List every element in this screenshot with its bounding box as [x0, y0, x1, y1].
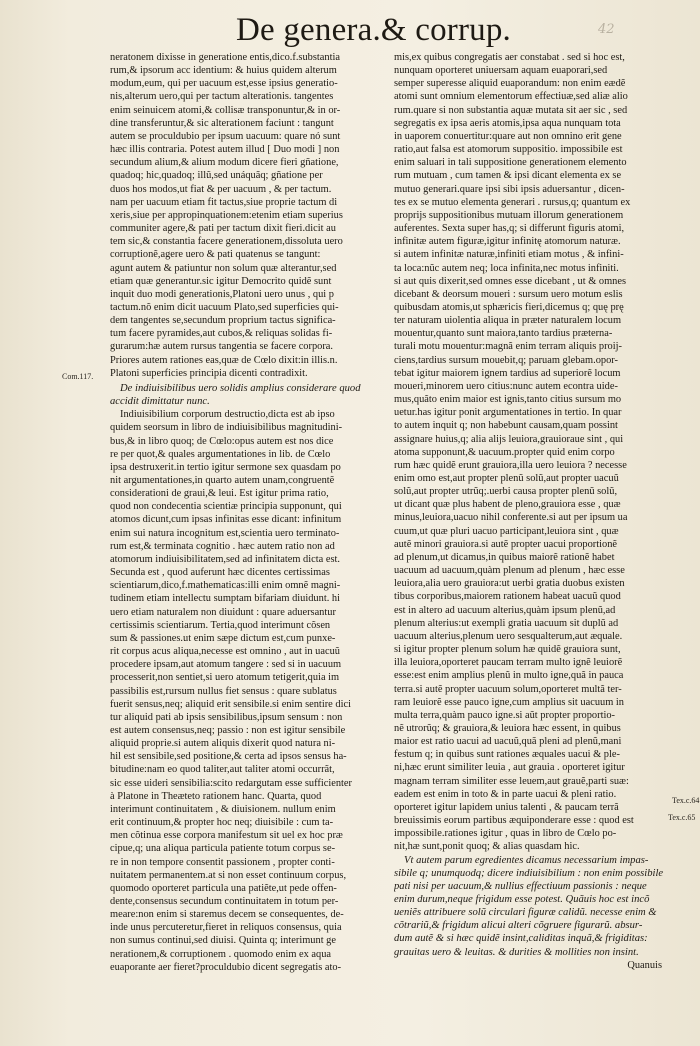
- text-line: multa terra,quàm pauco igne.si aũt propter proportio-: [394, 709, 616, 721]
- text-line: illa leuiora,oporteret paucam terram multo ignẽ leuiorẽ: [394, 657, 623, 669]
- italic-line: Vt autem parum egredientes dicamus necessarium impas-: [404, 854, 649, 866]
- italic-line: sibile q; unumquodq; dicere indiuisibilium : non enim possibile: [394, 867, 664, 879]
- text-line: mis,ex quibus congregatis aer constabat . sed si hoc est,: [394, 52, 625, 63]
- text-line: rum mutuam , cum tamen & ipsi dicant elementa ex se: [394, 170, 622, 182]
- text-line: plenum alterius:ut exempli gratia uacuum sit duplũ ad: [394, 617, 619, 629]
- text-line: mus,quãto enim maior est ignis,tanto citius sursum mo: [394, 394, 622, 406]
- text-line: interimunt continuitatem , & diuisionem. nullum enim: [110, 803, 336, 815]
- text-line: ciens,tardius sursum mouebit,q; paruam glebam.opor-: [394, 354, 619, 366]
- left-paragraph-2: [110, 408, 390, 974]
- text-line: segregatis ex ipsa aeris atomis,ipsa aqua nunquam tota: [394, 117, 621, 129]
- text-line: procedere ipsam,aut atomum tangere : sed si in uacuum: [110, 659, 342, 671]
- text-line: dem tangentes se,secundum proprium tactus significa-: [110, 315, 336, 327]
- text-line: eadem est enim in toto & in parte uacui & pleni ratio.: [394, 788, 617, 800]
- text-line: Priores autem rationes eas,quæ de Cœlo dixit:in illis.n.: [110, 354, 338, 366]
- text-line: secundum alium,& alium modum dicere fieri gñatione,: [110, 157, 339, 169]
- text-line: assignare huius,q; alia alijs leuiora,grauioraue sint , qui: [394, 433, 624, 445]
- text-line: auferentes. Sexta super has,q; si differunt figuris atomi,: [394, 223, 625, 235]
- text-line: non sumus continui,sed diuisi. Quinta q; interimunt ge: [110, 935, 336, 947]
- text-line: si igitur propter plenum solum hæ quidẽ grauiora sunt,: [394, 644, 621, 656]
- margin-note-commentary: Com.117.: [62, 372, 94, 381]
- text-line: ad plenum,ut dicamus,in quibus maiorẽ rationẽ habet: [394, 551, 615, 563]
- right-paragraph-1: [394, 51, 668, 854]
- text-line: scientiarum,dico,f.mathematicas:illi enim omnẽ magni-: [110, 580, 341, 592]
- text-line: esse:est enim amplius plenũ in multo igne,quã in pauca: [394, 670, 624, 682]
- text-line: men cõtinua esse corpora manifestum sit uel ex hoc præ: [110, 830, 343, 842]
- text-line: ipsa destruxerit.in tertio igitur sermone sex quasdam po: [110, 461, 341, 473]
- text-line: tur aliquid pati ab ipsis sensibilibus,ipsum sensum : non: [110, 711, 343, 723]
- text-line: uacuum ad uacuum,quàm plenum ad plenum , hæc esse: [394, 565, 625, 577]
- text-line: festum q; in quibus sunt rationes æquales uacui & ple-: [394, 749, 620, 761]
- text-line: maior est ratio uacui ad uacuũ,quã pleni ad plenũ,mani: [394, 736, 622, 748]
- text-line: ram leuiorẽ esse pauco igne,cum amplius sit uacuum in: [394, 696, 624, 708]
- text-line: ta loca:nũc autem neq; loca infinita,nec motus infiniti.: [394, 262, 619, 274]
- text-line: quomodo oporteret particula una patiẽte,ut pede offen-: [110, 882, 337, 894]
- text-line: ratio,aut falsa est atomorum suppositio. impossibile est: [394, 144, 623, 156]
- text-line: mouentur,quanto sunt maiora,tanto tardius præterna-: [394, 328, 613, 340]
- text-line: erit continuum,& propter hoc neq; diuisibile : cum ta-: [110, 817, 334, 829]
- text-line: nerationem,& corruptionem . quomodo enim ex aqua: [110, 948, 332, 960]
- right-text-column: [394, 51, 668, 972]
- text-line: duos hos modos,ut fiat & per uacuum , & per tactum.: [110, 183, 332, 195]
- text-line: certissimis scientiarum. Tertia,quod interimunt cõsen: [110, 619, 331, 631]
- text-line: enim omo est,aut propter plenũ solũ,aut propter uacuũ: [394, 473, 619, 484]
- italic-line: ueniẽs attribuere solũ circulari figuræ calidũ. necesse enim &: [394, 907, 657, 919]
- text-line: enim saluari in tali suppositione generationem elemento: [394, 157, 627, 169]
- italic-line: dum autẽ & si hæc quidẽ insint,caliditas inquã,& frigiditas:: [394, 933, 648, 945]
- page-number: 42: [598, 22, 615, 37]
- text-line: atoma supponunt,& uacuum.propter quid enim corpo: [394, 446, 615, 458]
- text-line: hæc illis contraria. Potest autem illud [ Duo modi ] non: [110, 144, 340, 156]
- text-line: corruptionẽ,agere uero & pati quatenus se tangunt:: [110, 249, 321, 261]
- text-line: autẽ minori grauiora.si autẽ propter uacui proportionẽ: [394, 538, 618, 550]
- text-line: processerit,non sentiet,si uero atomum tetigerit,quia im: [110, 672, 340, 684]
- text-line: Secunda est , quod auferunt hæc dicentes certissimas: [110, 567, 330, 579]
- text-line: rum.quare si non substantia aquæ mutata sit aer sic , sed: [394, 104, 628, 116]
- text-line: to autem inquit q; non habebunt causam,quam possint: [394, 420, 618, 432]
- text-line: Indiuisibilium corporum destructio,dicta est ab ipso: [120, 409, 335, 421]
- text-line: etiam quæ generantur.sic igitur Democrito quidẽ sunt: [110, 275, 332, 287]
- text-line: tudinem etiam intellectu sumptam bifariam diuidunt. hi: [110, 593, 340, 605]
- text-line: communiter agere,& pati per tactum dixit fieri.dicit au: [110, 223, 336, 235]
- text-line: cuum,ut quæ pluri uacuo participant,leuiora sint , quæ: [394, 525, 619, 537]
- text-line: est autem consensus,neq; passio : non est igitur sensibile: [110, 724, 346, 736]
- text-line: aliquid proprie.si autem aliquis dixerit quod natura ni-: [110, 738, 336, 750]
- margin-note-text-65: Tex.c.65: [668, 813, 696, 822]
- margin-note-text-64: Tex.c.64: [672, 796, 700, 805]
- text-line: Platoni superficies principia dicenti contradixit.: [110, 367, 308, 379]
- page-title: De genera.& corrup.: [236, 12, 512, 48]
- text-line: xeris,siue per appropinquationem:etenim etiam superius: [110, 209, 343, 221]
- text-line: rum est,& terminata cognitio . hæc autem ratio non ad: [110, 540, 335, 552]
- text-line: quod non condecentia scientiæ principia supponunt, qui: [110, 501, 342, 513]
- text-line: in uaporem conuertitur:quare aut non omnino erit gene: [394, 130, 622, 142]
- text-line: terra.si autẽ propter uacuum solum,oporteret multã ter-: [394, 683, 622, 695]
- text-line: mutuo generari.quare ipsi sibi ipsis aduersantur , dicen-: [394, 183, 625, 195]
- heading-line: accidit dimittatur nunc.: [110, 396, 210, 408]
- text-line: inde unus percuteretur,fieret in reliquos consensus, quia: [110, 922, 342, 934]
- text-line: ut dicant quæ plus habent de pleno,grauiora esse , quæ: [394, 499, 621, 511]
- text-line: moueri,minorem uero citius:nunc autem econtra uide-: [394, 380, 618, 392]
- text-line: quidem seorsum in libro de indiuisibilibus magnitudini-: [110, 422, 343, 434]
- text-line: dente,consensus secundum continuitatem in totum per-: [110, 896, 339, 907]
- text-line: tes ex se mutuo elementa generari . rursus,q; quantum ex: [394, 196, 631, 208]
- text-line: tibus corporibus,maiorem rationem habeat uacuũ quod: [394, 591, 621, 603]
- text-line: quadoq; hic,quadoq; illũ,sed unáquãq; gñatione per: [110, 170, 323, 182]
- text-line: re per quot,& quales argumentationes in lib. de Cœlo: [110, 448, 331, 460]
- text-line: dicebant & deorsum moueri : sursum uero motum eslis: [394, 288, 623, 300]
- text-line: quibusdam atomis,ut sphæricis fieri,dicemus q; quę prę: [394, 301, 624, 313]
- text-line: rum,& ipsorum acc identium: & huius quidem alterum: [110, 65, 337, 77]
- text-line: sic esse uideri sensibilia:scito redargutam esse sufficienter: [110, 777, 352, 789]
- text-line: magnam terram similiter esse leuem,aut grauẽ,parti suæ:: [394, 775, 629, 787]
- text-line: à Platone in Theæteto rationem hanc. Quarta, quod: [110, 790, 322, 802]
- text-line: si autem infinitæ naturæ,infiniti etiam motus , & infini-: [394, 249, 624, 261]
- left-paragraph-1: [110, 51, 390, 380]
- text-line: ter naturam uiolentia aliqua in præter naturalem locum: [394, 315, 622, 327]
- italic-text-block: [394, 854, 668, 959]
- italic-line: grauitas uero & leuitas. & durities & mollities non insint.: [394, 946, 639, 958]
- text-line: atomos dicunt,cum ipsas infinitas esse dicant: infinitum: [110, 514, 342, 526]
- text-line: oporteret igitur lapidem unius talenti , & paucam terrã: [394, 801, 619, 813]
- text-line: solũ,aut propter utrũq;.uerbi causa propter plenũ solũ,: [394, 486, 618, 498]
- text-line: sum & passiones.ut enim sæpe dictum est,cum punxe-: [110, 632, 336, 644]
- text-line: ni,hæc erunt similiter leuia , aut grauia . oporteret igitur: [394, 762, 625, 774]
- text-line: breuissimis eorum partibus æquiponderare esse : quod est: [394, 815, 634, 827]
- text-line: semper superesse aliquid euaporandum: non enim eædẽ: [394, 78, 626, 90]
- text-line: enim sui natura incognitum est,scientia uero terminato-: [110, 527, 340, 539]
- text-line: gurarum:hæ autem rursus tangentia se facere corpora.: [110, 341, 334, 353]
- text-line: considerationi de graui,& leui. Est igitur prima ratio,: [110, 488, 329, 500]
- text-line: tebat igitur maiorem ignem tardius ad superiorẽ locum: [394, 367, 621, 379]
- text-line: infinitæ autem figuræ,igitur infinitę atomorum naturæ.: [394, 236, 621, 248]
- text-line: autem se proculdubio per ipsum uacuum: quare nó sunt: [110, 130, 341, 142]
- text-line: nuitatem permanentem.at si non esset continuum corpus,: [110, 869, 347, 881]
- left-text-column: [110, 51, 390, 974]
- text-line: leuiora,alia uero grauiora:ut uerbi gratia duobus existen: [394, 578, 625, 590]
- section-heading: [110, 382, 390, 408]
- text-line: meare:non enim si staremus decem se consequentes, de-: [110, 909, 344, 921]
- text-line: nit argumentationes,in quarto autem unam,congruentẽ: [110, 475, 335, 486]
- text-line: enim seinuicem atomi,& collisæ transponuntur,& in or-: [110, 104, 341, 116]
- text-line: tactum.nõ enim dicit uacuum Plato,sed superficies qui-: [110, 301, 339, 313]
- text-line: impossibile.rationes igitur , quas in libro de Cœlo po-: [394, 828, 617, 840]
- text-line: proprijs suppositionibus mutuam illorum generationem: [394, 209, 624, 221]
- text-line: dine transferuntur,& sic alterationem faciunt : tangunt: [110, 117, 334, 129]
- text-line: neratonem dixisse in generatione entis,dico.f.substantia: [110, 52, 340, 63]
- italic-line: enim durum,neque frigidum esse potest. Quãuis hoc est incõ: [394, 894, 650, 905]
- catchword: Quanuis: [627, 959, 662, 971]
- text-line: tum facere pyramides,aut cubos,& reliquas solidas fi-: [110, 328, 333, 340]
- text-line: nẽ utrorũq; & grauiora,& leuiora hæc essent, in quibus: [394, 722, 621, 734]
- text-line: atomi sunt omnium elementorum effectiuæ,sed aliæ alio: [394, 91, 628, 103]
- text-line: fuerit sensus,neq; aliquid erit sensibile.si enim sentire dici: [110, 698, 351, 710]
- italic-line: cõtrariũ,& frigidum alicui alteri cõgruere figurarũ. absur-: [394, 920, 643, 932]
- text-line: rit corpus acus aliqua,necesse est omnino , aut in uacuũ: [110, 646, 340, 658]
- text-line: atomorum indiuisibilitatem,sed ad infinitatem dicta est.: [110, 553, 340, 565]
- text-line: uacuum alterius,plenum uero sesqualterum,aut æquale.: [394, 630, 623, 642]
- text-line: rum hæc quidẽ erunt grauiora,illa uero leuiora ? necesse: [394, 459, 627, 471]
- text-line: minus,leuiora,uacuo nihil conferente.si aut per ipsum ua: [394, 512, 628, 524]
- text-line: tem sic,& constantia facere generationem,dissoluta uero: [110, 236, 343, 248]
- text-line: si aut quis dixerit,sed omnes esse dicebant , ut & omnes: [394, 275, 627, 287]
- text-line: uetur.has igitur ponit argumentationes in tertio. In quar: [394, 407, 622, 419]
- text-line: bitudine:nam eo quod taliter,aut taliter atomi occurrãt,: [110, 764, 335, 776]
- text-line: uero etiam naturalem non diuidunt : quare aduersantur: [110, 606, 336, 618]
- text-line: re in non tempore consentit passionem , propter conti-: [110, 856, 335, 868]
- text-line: bus,& in libro quoq; de Cœlo:opus autem est nos dice: [110, 435, 334, 447]
- text-line: inquit duo modi generationis,Platoni uero unus , qui p: [110, 288, 334, 300]
- text-line: hil est sensibile,sed positione,& certa ad ipsos sensus ha-: [110, 751, 347, 763]
- text-line: nis,alterum uero,qui per tactum alterationis. tangentes: [110, 91, 334, 103]
- text-line: nunquam oporteret uniuersam aquam euaporari,sed: [394, 65, 608, 77]
- text-line: est in altero ad uacuum alterius,quàm ipsum plenũ,ad: [394, 604, 616, 616]
- heading-line: De indiuisibilibus uero solidis amplius considerare quod: [120, 382, 361, 394]
- text-line: nit,hæ sunt,ponit quoq; & alias quasdam hic.: [394, 841, 580, 853]
- text-line: cipue,q; una aliqua particula patiente totum corpus se-: [110, 843, 336, 855]
- text-line: euaporante aer fieret?proculdubio dicent segregatis ato-: [110, 961, 342, 973]
- text-line: modum,eum, qui per uacuum est,esse ipsius generatio-: [110, 78, 338, 90]
- text-line: turali motu mouentur:magnã enim terram aliquis proij-: [394, 341, 622, 353]
- text-line: agunt autem & patiuntur non solum quæ alterantur,sed: [110, 262, 337, 274]
- text-line: passibilis est,rursum nullus fiet sensus : quare sublatus: [110, 685, 337, 697]
- italic-line: pati nisi per uacuum,& nullius effectiuum passionis : neque: [394, 880, 647, 892]
- text-line: nam per uacuum etiam fit tactus,siue proprie tactum di: [110, 196, 338, 208]
